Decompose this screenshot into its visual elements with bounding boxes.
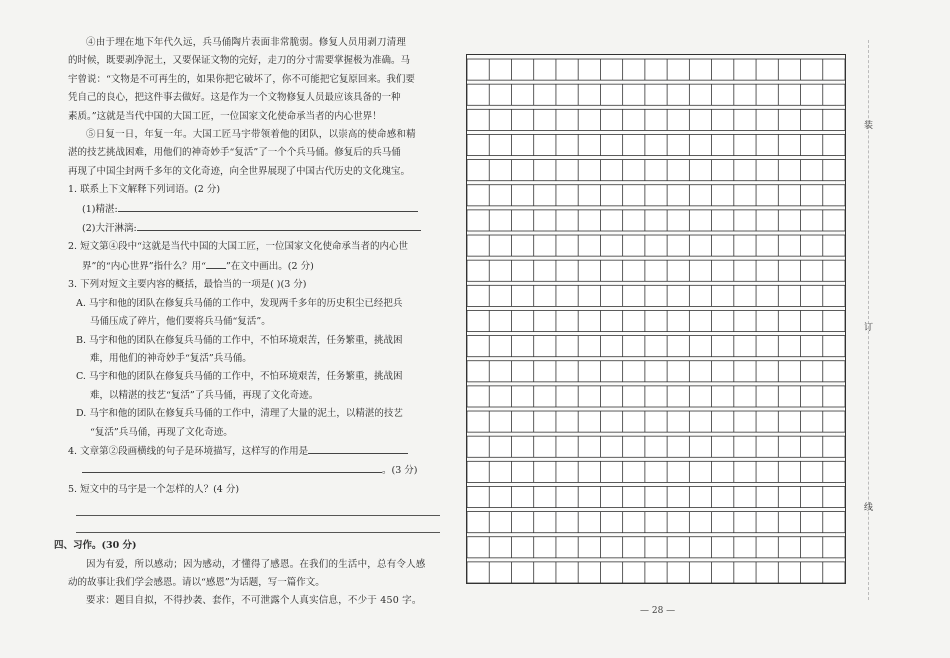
page-number: — 28 — bbox=[640, 606, 676, 616]
grid-row bbox=[467, 361, 845, 382]
passage-line: ⑤日复一日，年复一年。大国工匠马宇带领着他的团队，以崇高的使命感和精 bbox=[86, 129, 416, 141]
grid-row bbox=[467, 310, 845, 331]
grid-row bbox=[467, 134, 845, 155]
grid-row bbox=[467, 336, 845, 357]
passage-line: 素质。”这就是当代中国的大国工匠，一位国家文化使命承当者的内心世界！ bbox=[68, 110, 382, 122]
grid-row bbox=[467, 537, 845, 558]
grid-row bbox=[467, 562, 845, 583]
question-1a bbox=[68, 200, 440, 219]
answer-line-5a[interactable] bbox=[76, 501, 440, 516]
passage-line: 再现了中国尘封两千多年的文化奇迹，向全世界展现了中国古代历史的文化瑰宝。 bbox=[68, 165, 411, 177]
passage-line: 凭自己的良心，把这件事去做好。这是作为一个文物修复人员最应该具备的一种 bbox=[68, 92, 401, 104]
answer-line-4a[interactable] bbox=[308, 442, 408, 454]
answer-line-5b[interactable] bbox=[76, 518, 440, 533]
grid-row bbox=[467, 486, 845, 507]
option-b-line2: 难，用他们的神奇妙手“复活”兵马俑。 bbox=[90, 352, 252, 364]
answer-line-1a[interactable] bbox=[118, 200, 418, 212]
side-label-xian: 线 bbox=[864, 503, 874, 513]
option-a-line1[interactable]: A. 马宇和他的团队在修复兵马俑的工作中，发现两千多年的历史积尘已经把兵 bbox=[76, 297, 403, 309]
question-1b bbox=[68, 219, 440, 238]
option-d-line1[interactable]: D. 马宇和他的团队在修复兵马俑的工作中，清理了大量的泥土，以精湛的技艺 bbox=[76, 408, 403, 420]
passage-line: 的时候，既要剥净泥土，又要保证文物的完好，走刀的分寸需要掌握极为准确。马 bbox=[68, 55, 411, 67]
side-label-zhuang: 装 bbox=[864, 121, 874, 131]
option-a-line2: 马俑压成了碎片，他们要将兵马俑“复活”。 bbox=[90, 316, 271, 328]
question-1b-label: (2)大汗淋漓: bbox=[82, 223, 137, 235]
grid-row bbox=[467, 235, 845, 256]
grid-row bbox=[467, 160, 845, 181]
question-1: 1. 联系上下文解释下列词语。(2 分) bbox=[68, 184, 221, 196]
question-4 bbox=[68, 442, 440, 461]
question-column bbox=[54, 34, 440, 611]
grid-row bbox=[467, 84, 845, 105]
option-c-line2: 难，以精湛的技艺“复活”了兵马俑，再现了文化奇迹。 bbox=[90, 389, 319, 401]
passage-paragraph-5 bbox=[68, 126, 440, 181]
composition-grid[interactable] bbox=[466, 54, 846, 584]
passage-line: ④由于埋在地下年代久远，兵马俑陶片表面非常脆弱。修复人员用剥刀清理 bbox=[86, 37, 407, 48]
grid-row bbox=[467, 109, 845, 130]
section-4-line1: 因为有爱，所以感动；因为感动，才懂得了感恩。在我们的生活中，总有令人感 bbox=[86, 558, 426, 570]
question-5: 5. 短文中的马宇是一个怎样的人？(4 分) bbox=[68, 483, 240, 495]
grid-row bbox=[467, 185, 845, 206]
grid-row bbox=[467, 59, 845, 80]
question-4-score: 。(3 分) bbox=[382, 465, 418, 477]
question-3: 3. 下列对短文主要内容的概括，最恰当的一项是( )(3 分) bbox=[68, 279, 307, 291]
grid-row bbox=[467, 210, 845, 231]
side-label-ding: 订 bbox=[864, 323, 874, 333]
grid-row bbox=[467, 461, 845, 482]
question-2-line1: 2. 短文第④段中“这就是当代中国的大国工匠，一位国家文化使命承当者的内心世 bbox=[68, 241, 408, 253]
composition-grid-lines bbox=[467, 55, 845, 583]
question-1a-label: (1)精湛: bbox=[82, 203, 118, 215]
question-2-text-a: 界”的“内心世界”指什么？用“ bbox=[82, 260, 206, 272]
answer-mark-2 bbox=[206, 257, 226, 269]
option-d-line2: “复活”兵马俑，再现了文化奇迹。 bbox=[90, 426, 233, 438]
grid-row bbox=[467, 411, 845, 432]
question-2-line2 bbox=[68, 257, 440, 276]
passage-line: 湛的技艺挑战困难，用他们的神奇妙手“复活”了一个个兵马俑。修复后的兵马俑 bbox=[68, 147, 401, 159]
section-4-line2: 动的故事让我们学会感恩。请以“感恩”为话题，写一篇作文。 bbox=[68, 576, 325, 588]
question-4-text: 4. 文章第②段画横线的句子是环境描写，这样写的作用是 bbox=[68, 445, 309, 457]
grid-row bbox=[467, 260, 845, 281]
section-4-title: 四、习作。(30 分) bbox=[54, 540, 137, 552]
passage-paragraph-4 bbox=[68, 34, 440, 126]
question-4-end bbox=[68, 461, 440, 480]
grid-row bbox=[467, 285, 845, 306]
grid-row bbox=[467, 512, 845, 533]
passage-line: 宇曾说：“文物是不可再生的，如果你把它破坏了，你不可能把它复原回来。我们要 bbox=[68, 73, 415, 85]
answer-line-1b[interactable] bbox=[137, 219, 421, 231]
option-b-line1[interactable]: B. 马宇和他的团队在修复兵马俑的工作中，不怕环境艰苦，任务繁重，挑战困 bbox=[76, 334, 403, 346]
section-4-line3: 要求：题目自拟，不得抄袭、套作，不可泄露个人真实信息，不少于 450 字。 bbox=[86, 595, 422, 607]
grid-row bbox=[467, 386, 845, 407]
answer-line-4b[interactable] bbox=[82, 461, 382, 473]
option-c-line1[interactable]: C. 马宇和他的团队在修复兵马俑的工作中，不怕环境艰苦，任务繁重，挑战困 bbox=[76, 371, 403, 383]
question-2-text-b: ”在文中画出。(2 分) bbox=[225, 260, 314, 272]
grid-row bbox=[467, 436, 845, 457]
